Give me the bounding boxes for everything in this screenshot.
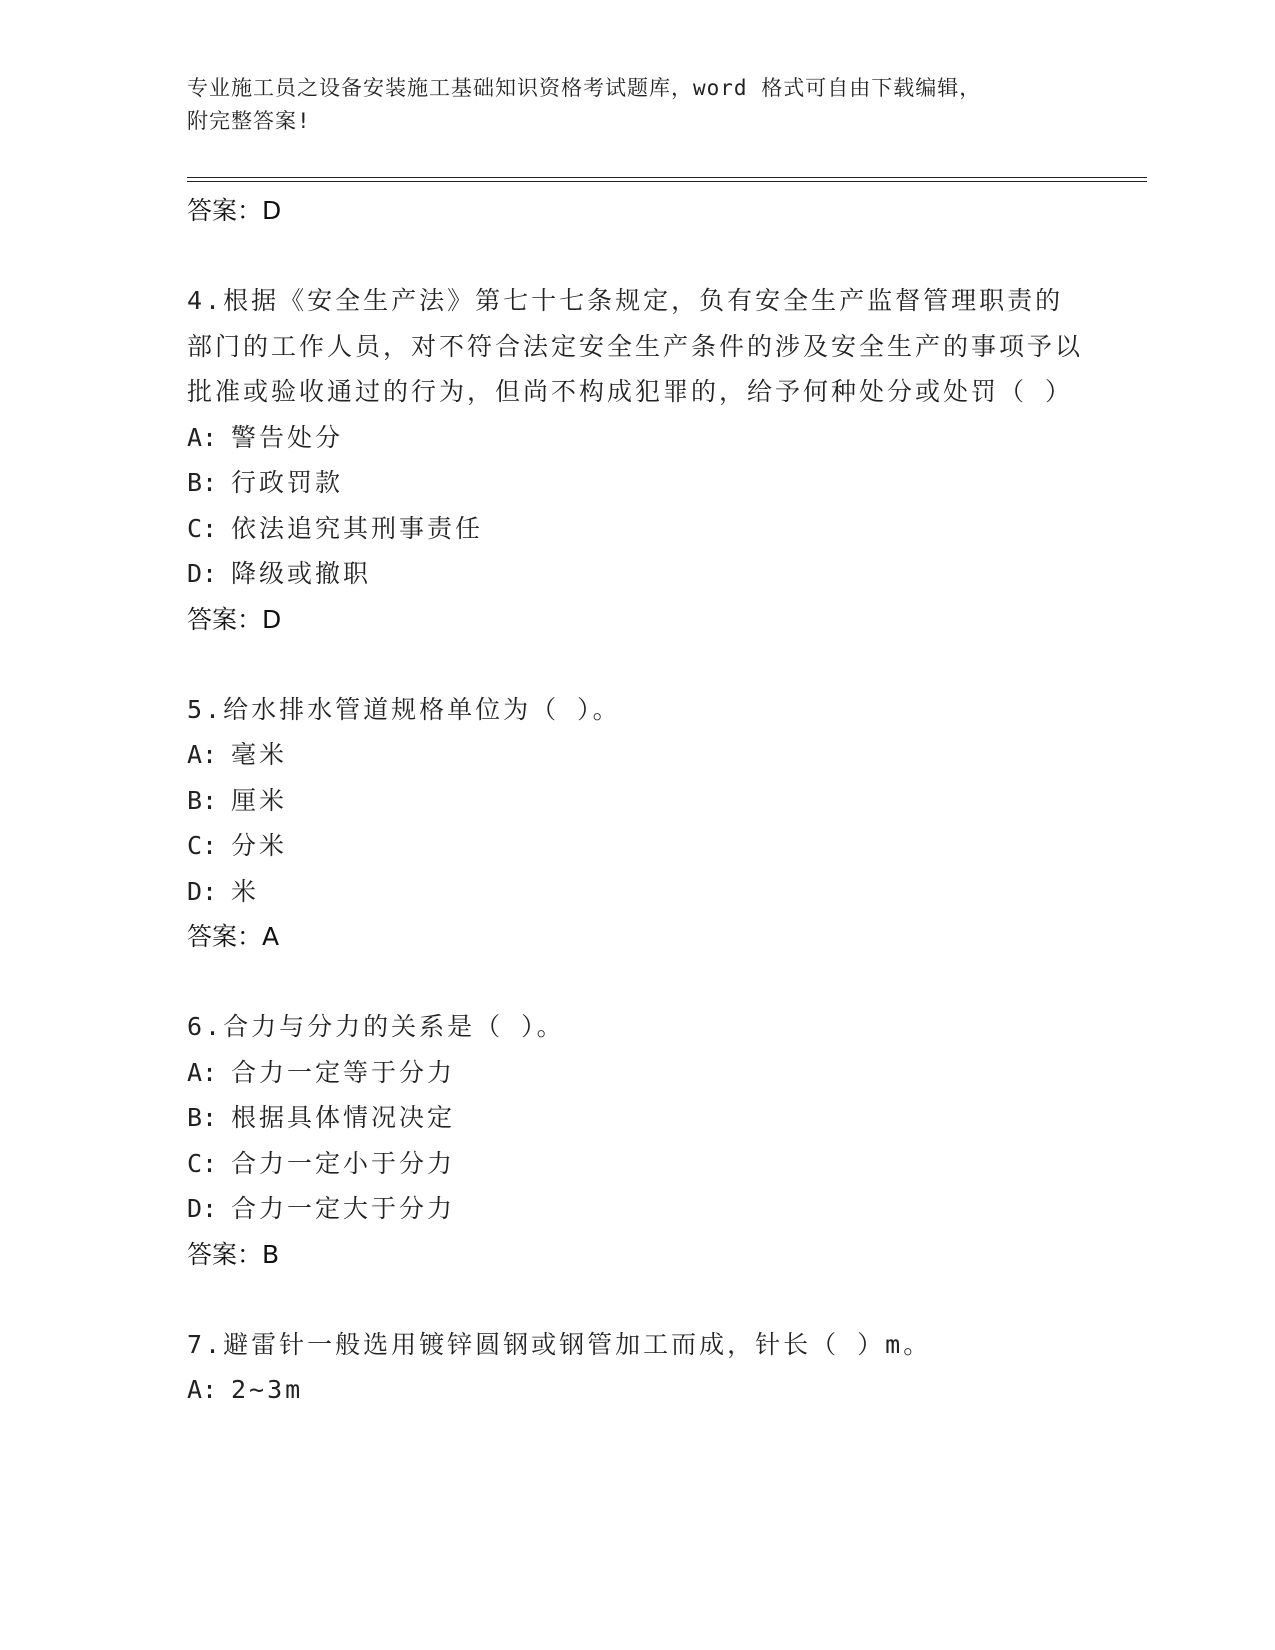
option-key: D: [187, 876, 218, 906]
option-text: 根据具体情况决定 [231, 1103, 456, 1132]
option-key: A: [187, 740, 218, 769]
option-a [187, 1367, 1087, 1413]
answer-line: 答案：D [187, 604, 282, 634]
option-text: 毫米 [231, 740, 288, 769]
header-title-line-1: 专业施工员之设备安装施工基础知识资格考试题库，word 格式可自由下载编辑， [187, 76, 982, 100]
question-text: 5.给水排水管道规格单位为（ ）。 [187, 694, 621, 724]
option-text: 分米 [231, 831, 288, 860]
option-key: B: [187, 468, 218, 497]
question-block [187, 278, 1087, 642]
option-text: 米 [231, 876, 260, 906]
option-key: C: [187, 513, 218, 543]
spacer [187, 1277, 1087, 1322]
spacer [187, 959, 1087, 1004]
option-key: A: [187, 422, 218, 452]
option-d [187, 869, 1087, 915]
option-c [187, 823, 1087, 869]
option-text: 厘米 [231, 785, 288, 815]
page-header [187, 72, 1147, 138]
option-a [187, 732, 1087, 778]
question-text: 6.合力与分力的关系是（ ）。 [187, 1012, 565, 1041]
question-text: 7.避雷针一般选用镀锌圆钢或钢管加工而成，针长（ ）m。 [187, 1329, 932, 1359]
question-block [187, 1004, 1087, 1277]
option-key: B: [187, 785, 218, 815]
option-key: C: [187, 831, 218, 860]
option-key: A: [187, 1057, 218, 1087]
question-list [187, 188, 1087, 1413]
option-a [187, 1050, 1087, 1096]
option-text: 降级或撤职 [231, 559, 372, 588]
answer-line: 答案：A [187, 922, 280, 951]
option-key: D: [187, 1194, 218, 1223]
option-text: 依法追究其刑事责任 [231, 513, 484, 543]
option-key: A: [187, 1375, 218, 1404]
answer-line: 答案：B [187, 1239, 280, 1269]
option-c [187, 506, 1087, 552]
spacer [187, 233, 1087, 278]
spacer [187, 642, 1087, 687]
header-divider-top [187, 177, 1147, 178]
option-text: 合力一定小于分力 [231, 1148, 456, 1178]
option-d [187, 551, 1087, 597]
option-text: 合力一定等于分力 [231, 1057, 456, 1087]
option-key: C: [187, 1148, 218, 1178]
option-text: 2~3m [231, 1375, 304, 1404]
answer-line: 答案：D [187, 196, 282, 225]
option-key: D: [187, 559, 218, 588]
question-block [187, 1322, 1087, 1413]
option-d [187, 1186, 1087, 1232]
header-divider-bottom [187, 181, 1147, 182]
option-text: 合力一定大于分力 [231, 1194, 456, 1223]
header-title-line-2: 附完整答案! [187, 109, 311, 133]
option-c [187, 1141, 1087, 1187]
option-key: B: [187, 1103, 218, 1132]
option-text: 警告处分 [231, 422, 344, 452]
option-b [187, 1095, 1087, 1141]
option-b [187, 778, 1087, 824]
question-text: 4.根据《安全生产法》第七十七条规定，负有安全生产监督管理职责的部门的工作人员，对不符合法定安全生产条件的涉及安全生产的事项予以批准或验收通过的行为，但尚不构成犯罪的，给予何种处分或处罚（ ） [187, 286, 1084, 406]
option-b [187, 460, 1087, 506]
option-a [187, 415, 1087, 461]
option-text: 行政罚款 [231, 468, 344, 497]
question-block [187, 687, 1087, 960]
